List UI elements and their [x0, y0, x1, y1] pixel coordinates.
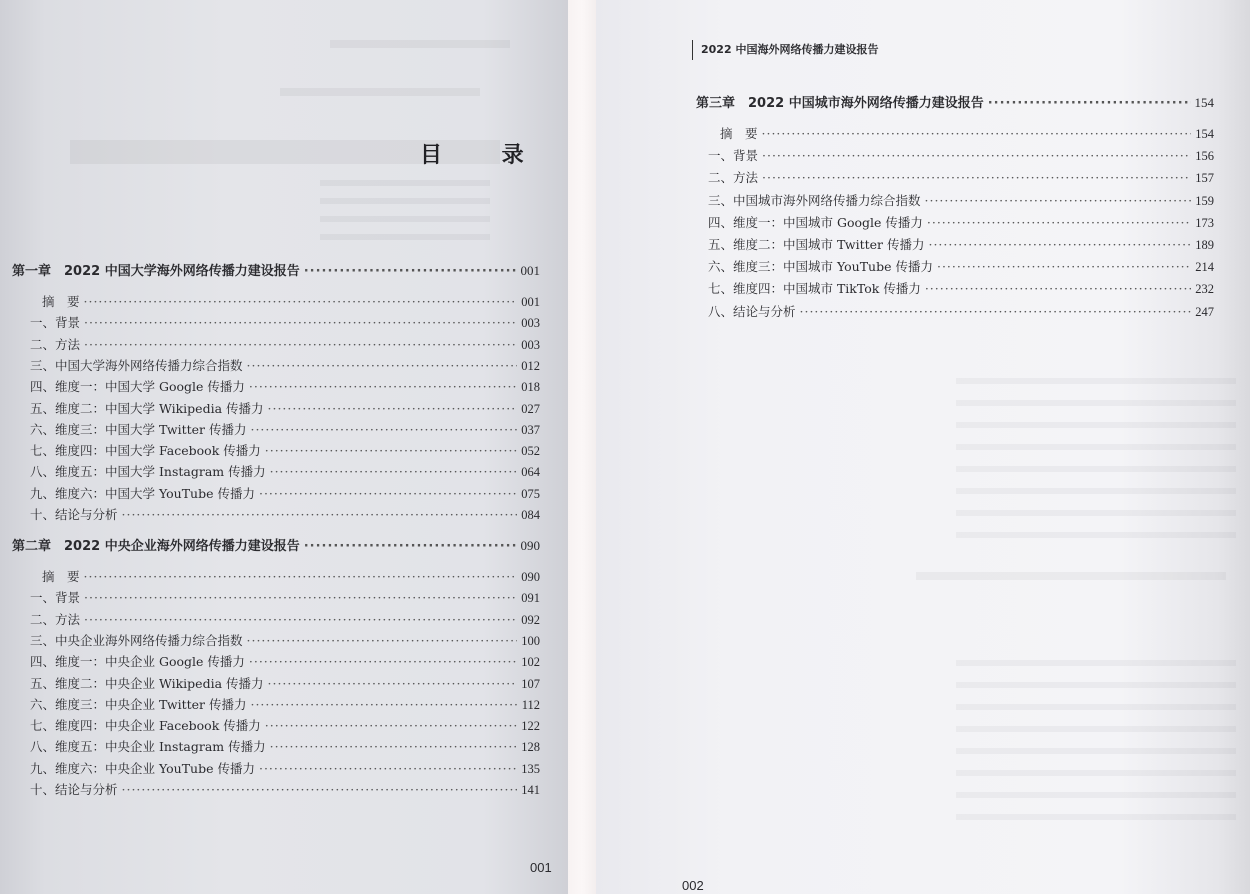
toc-entry-page: 135 [521, 761, 540, 776]
dot-leader [249, 379, 517, 394]
toc-entry-row [720, 124, 1214, 142]
toc-entry-label: 一、背景 [708, 148, 759, 164]
toc-entry-row [30, 631, 540, 649]
toc-entry-label: 四、维度一：中央企业 Google 传播力 [30, 654, 245, 670]
toc-entry-label: 三、中国城市海外网络传播力综合指数 [708, 192, 921, 208]
toc-entry-label: 七、维度四：中国城市 TikTok 传播力 [708, 281, 921, 297]
dot-leader [762, 148, 1191, 163]
dot-leader [122, 507, 518, 522]
dot-leader [250, 422, 517, 437]
toc-title: 目 录 [420, 143, 550, 168]
toc-entry-row [30, 674, 540, 692]
toc-entry-label: 六、维度三：中国城市 YouTube 传播力 [708, 259, 933, 275]
toc-entry-row [30, 484, 540, 502]
toc-entry-page: 157 [1195, 171, 1214, 186]
toc-entry-row [30, 716, 540, 734]
right-page [596, 0, 1250, 894]
toc-chapter-row [696, 92, 1214, 111]
page-number: 001 [530, 860, 552, 875]
toc-entry-page: 214 [1195, 260, 1214, 275]
toc-entry-label: 八、维度五：中国大学 Instagram 传播力 [30, 464, 266, 480]
toc-entry-row [30, 588, 540, 606]
toc-entry-row [30, 505, 540, 523]
toc-entry-label: 四、维度一：中国大学 Google 传播力 [30, 379, 245, 395]
toc-entry-page: 112 [521, 697, 540, 712]
toc-entry-page: 100 [521, 633, 540, 648]
toc-entry-page: 154 [1195, 127, 1214, 141]
toc-entry-page: 018 [521, 380, 540, 395]
dot-leader [265, 443, 517, 458]
toc-entry-row [708, 279, 1214, 297]
toc-entry-page: 090 [520, 538, 540, 553]
dot-leader [268, 676, 518, 691]
dot-leader [122, 782, 518, 797]
toc-entry-label: 十、结论与分析 [30, 782, 118, 797]
dot-leader [927, 215, 1191, 230]
toc-entry-label: 二、方法 [30, 611, 81, 627]
toc-entry-row [708, 213, 1214, 231]
toc-entry-label: 七、维度四：中央企业 Facebook 传播力 [30, 718, 261, 734]
toc-entry-row [30, 737, 540, 755]
dot-leader [247, 358, 518, 373]
toc-entry-row [30, 313, 540, 331]
show-through-decoration [330, 40, 510, 48]
toc-entry-row [708, 235, 1214, 253]
toc-entry-row [30, 377, 540, 395]
dot-leader [259, 486, 517, 501]
dot-leader [84, 294, 518, 309]
dot-leader [937, 259, 1191, 274]
toc-entry-row [30, 695, 540, 713]
toc-entry-label: 五、维度二：中央企业 Wikipedia 传播力 [30, 675, 264, 691]
toc-entry-label: 九、维度六：中国大学 YouTube 传播力 [30, 485, 255, 501]
toc-entry-page: 052 [521, 444, 540, 459]
toc-entry-row [42, 292, 540, 310]
book-gutter [568, 0, 596, 894]
dot-leader [249, 654, 517, 669]
toc-entry-label: 二、方法 [30, 336, 81, 352]
toc-entry-label: 摘 要 [720, 126, 758, 141]
dot-leader [265, 718, 517, 733]
toc-entry-page: 141 [521, 783, 540, 797]
toc-entry-row [30, 652, 540, 670]
toc-entry-page: 128 [521, 740, 540, 755]
toc-entry-label: 摘 要 [42, 569, 80, 584]
toc-entry-label: 七、维度四：中国大学 Facebook 传播力 [30, 443, 261, 459]
toc-entry-row [30, 399, 540, 417]
dot-leader [928, 237, 1191, 252]
page-number: 002 [682, 878, 704, 893]
toc-entry-row [30, 610, 540, 628]
left-page [0, 0, 568, 894]
toc-entry-row [30, 441, 540, 459]
toc-entry-page: 159 [1195, 193, 1214, 208]
toc-entry-label: 一、背景 [30, 590, 81, 606]
toc-entry-page: 232 [1195, 282, 1214, 297]
toc-entry-row [708, 146, 1214, 164]
toc-entry-page: 122 [521, 719, 540, 734]
toc-entry-page: 075 [521, 486, 540, 501]
toc-entry-label: 第三章 2022 中国城市海外网络传播力建设报告 [696, 96, 984, 111]
dot-leader [84, 590, 517, 605]
toc-entry-page: 092 [521, 612, 540, 627]
show-through-decoration [956, 660, 1236, 820]
dot-leader [270, 464, 518, 479]
show-through-decoration [956, 378, 1236, 538]
toc-entry-label: 第一章 2022 中国大学海外网络传播力建设报告 [12, 264, 300, 279]
toc-entry-page: 027 [521, 401, 540, 416]
toc-entry-page: 189 [1195, 238, 1214, 252]
toc-entry-page: 154 [1194, 95, 1214, 110]
dot-leader [250, 697, 517, 712]
dot-leader [304, 264, 517, 279]
toc-entry-row [30, 759, 540, 777]
toc-entry-label: 三、中国大学海外网络传播力综合指数 [30, 357, 243, 373]
toc-entry-row [30, 780, 540, 798]
toc-entry-row [30, 420, 540, 438]
toc-entry-page: 003 [521, 337, 540, 352]
toc-entry-label: 六、维度三：中国大学 Twitter 传播力 [30, 421, 247, 437]
toc-entry-page: 156 [1195, 149, 1214, 164]
dot-leader [925, 193, 1192, 208]
running-head: 2022 中国海外网络传播力建设报告 [692, 40, 878, 60]
dot-leader [247, 633, 518, 648]
dot-leader [84, 569, 518, 584]
dot-leader [84, 612, 517, 627]
toc-entry-label: 二、方法 [708, 170, 759, 186]
toc-entry-page: 107 [521, 676, 540, 691]
toc-entry-label: 四、维度一：中国城市 Google 传播力 [708, 214, 923, 230]
toc-entry-page: 037 [521, 422, 540, 437]
show-through-decoration [916, 572, 1226, 580]
toc-chapter-row [12, 535, 540, 554]
toc-entry-label: 摘 要 [42, 294, 80, 309]
toc-entry-row [708, 257, 1214, 275]
toc-entry-label: 十、结论与分析 [30, 507, 118, 522]
show-through-decoration [280, 88, 480, 96]
dot-leader [762, 170, 1191, 185]
toc-entry-label: 一、背景 [30, 315, 81, 331]
toc-entry-page: 102 [521, 655, 540, 670]
toc-entry-label: 五、维度二：中国城市 Twitter 传播力 [708, 237, 925, 252]
dot-leader [762, 126, 1192, 141]
toc-entry-page: 173 [1195, 215, 1214, 230]
toc-entry-row [42, 567, 540, 585]
toc-entry-page: 090 [521, 570, 540, 584]
toc-chapter-row [12, 260, 540, 279]
toc-entry-label: 第二章 2022 中央企业海外网络传播力建设报告 [12, 539, 300, 554]
dot-leader [259, 761, 517, 776]
toc-entry-page: 084 [521, 508, 540, 522]
show-through-decoration [320, 180, 490, 240]
dot-leader [988, 96, 1191, 111]
toc-entry-label: 八、维度五：中央企业 Instagram 传播力 [30, 739, 266, 755]
toc-entry-page: 001 [520, 263, 540, 278]
dot-leader [304, 539, 517, 554]
toc-entry-page: 001 [521, 295, 540, 309]
dot-leader [84, 315, 517, 330]
dot-leader [800, 304, 1192, 319]
toc-entry-label: 八、结论与分析 [708, 303, 796, 319]
dot-leader [925, 281, 1191, 296]
toc-entry-label: 三、中央企业海外网络传播力综合指数 [30, 632, 243, 648]
toc-entry-row [708, 191, 1214, 209]
toc-entry-page: 003 [521, 316, 540, 331]
toc-entry-page: 091 [521, 591, 540, 606]
toc-entry-label: 六、维度三：中央企业 Twitter 传播力 [30, 696, 247, 712]
toc-entry-row [708, 168, 1214, 186]
toc-entry-page: 012 [521, 358, 540, 373]
toc-entry-row [30, 335, 540, 353]
toc-entry-row [30, 462, 540, 480]
dot-leader [270, 739, 518, 754]
toc-entry-page: 064 [521, 465, 540, 480]
toc-entry-row [30, 356, 540, 374]
dot-leader [84, 337, 517, 352]
toc-entry-page: 247 [1195, 304, 1214, 319]
toc-entry-label: 五、维度二：中国大学 Wikipedia 传播力 [30, 400, 264, 416]
toc-entry-label: 九、维度六：中央企业 YouTube 传播力 [30, 760, 255, 776]
dot-leader [268, 401, 518, 416]
toc-entry-row [708, 302, 1214, 320]
